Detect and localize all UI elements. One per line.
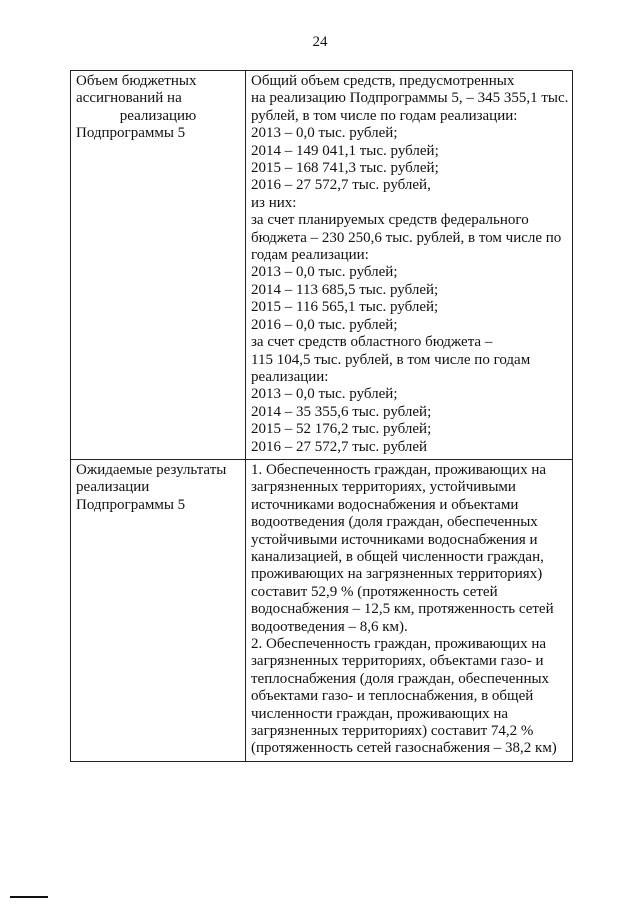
results-content-line: 1. Обеспеченность граждан, проживающих на: [251, 461, 546, 478]
budget-label-cell: [71, 71, 246, 460]
results-content-cell: [246, 459, 573, 761]
budget-content-line: 2016 – 27 572,7 тыс. рублей,: [251, 177, 431, 194]
budget-content-line: 2014 – 113 685,5 тыс. рублей;: [251, 281, 439, 298]
passport-table: [70, 70, 573, 762]
results-content-line: загрязненных территориях, объектами газо- и: [251, 653, 544, 670]
table-row-results: [71, 459, 573, 761]
budget-content-line: 2014 – 149 041,1 тыс. рублей;: [251, 142, 439, 159]
results-content-line: устойчивыми источниками водоснабжения и: [251, 531, 538, 548]
footer-rule: [10, 896, 48, 898]
results-content-line: теплоснабжения (доля граждан, обеспеченных: [251, 670, 550, 687]
results-content-line: канализацией, в общей численности граждан,: [251, 548, 544, 565]
results-label-cell: [71, 459, 246, 761]
budget-content-line: рублей, в том числе по годам реализации:: [251, 107, 518, 124]
budget-content-line: за счет средств областного бюджета –: [251, 334, 493, 351]
budget-content-line: 2013 – 0,0 тыс. рублей;: [251, 264, 398, 281]
budget-content-line: за счет планируемых средств федерального: [251, 212, 529, 229]
budget-label-line: Объем бюджетных: [76, 73, 197, 89]
results-label-line: Ожидаемые результаты: [76, 461, 227, 478]
results-label-line: реализации: [76, 479, 150, 496]
page-number: 24: [312, 34, 328, 50]
results-content-line: проживающих на загрязненных территориях): [251, 566, 543, 583]
budget-label-line: ассигнований на: [76, 90, 182, 107]
results-content-line: объектами газо- и теплоснабжения, в общей: [251, 688, 534, 705]
budget-content-line: 2014 – 35 355,6 тыс. рублей;: [251, 403, 432, 420]
results-content-line: (протяженность сетей газоснабжения – 38,2 км): [251, 740, 557, 757]
budget-label-line: реализацию: [119, 107, 197, 124]
budget-content-line: на реализацию Подпрограммы 5, – 345 355,1 тыс.: [251, 90, 569, 107]
results-content-line: численности граждан, проживающих на: [251, 705, 509, 722]
results-content-line: водоотведения (доля граждан, обеспеченных: [251, 514, 538, 531]
budget-content-line: 2015 – 52 176,2 тыс. рублей;: [251, 421, 432, 438]
budget-content-line: бюджета – 230 250,6 тыс. рублей, в том числе по: [251, 229, 562, 246]
results-content-line: водоснабжения – 12,5 км, протяженность сетей: [251, 601, 554, 618]
results-content-line: загрязненных территориях) составит 74,2 %: [251, 723, 534, 740]
budget-label-line: Подпрограммы 5: [76, 125, 186, 142]
budget-content-line: 2015 – 116 565,1 тыс. рублей;: [251, 299, 439, 316]
budget-content-line: Общий объем средств, предусмотренных: [251, 73, 515, 89]
budget-content-line: реализации:: [251, 368, 329, 385]
budget-content-line: 2016 – 0,0 тыс. рублей;: [251, 316, 398, 333]
budget-content-line: 2013 – 0,0 тыс. рублей;: [251, 125, 398, 142]
budget-content-cell: [246, 71, 573, 460]
results-label-line: Подпрограммы 5: [76, 496, 186, 513]
table-row-budget: [71, 71, 573, 460]
results-content-line: 2. Обеспеченность граждан, проживающих на: [251, 636, 546, 652]
results-content-line: источниками водоснабжения и объектами: [251, 496, 519, 513]
budget-content-line: годам реализации:: [251, 247, 369, 264]
budget-content-line: 2013 – 0,0 тыс. рублей;: [251, 386, 398, 403]
results-content-line: водоотведения – 8,6 км).: [251, 618, 408, 635]
budget-content-line: 2016 – 27 572,7 тыс. рублей: [251, 438, 428, 455]
budget-content-line: 2015 – 168 741,3 тыс. рублей;: [251, 160, 439, 177]
results-content-line: загрязненных территориях, устойчивыми: [251, 479, 516, 496]
budget-content-line: из них:: [251, 194, 297, 211]
results-content-line: составит 52,9 % (протяженность сетей: [251, 583, 498, 600]
budget-content-line: 115 104,5 тыс. рублей, в том числе по годам: [251, 351, 531, 368]
